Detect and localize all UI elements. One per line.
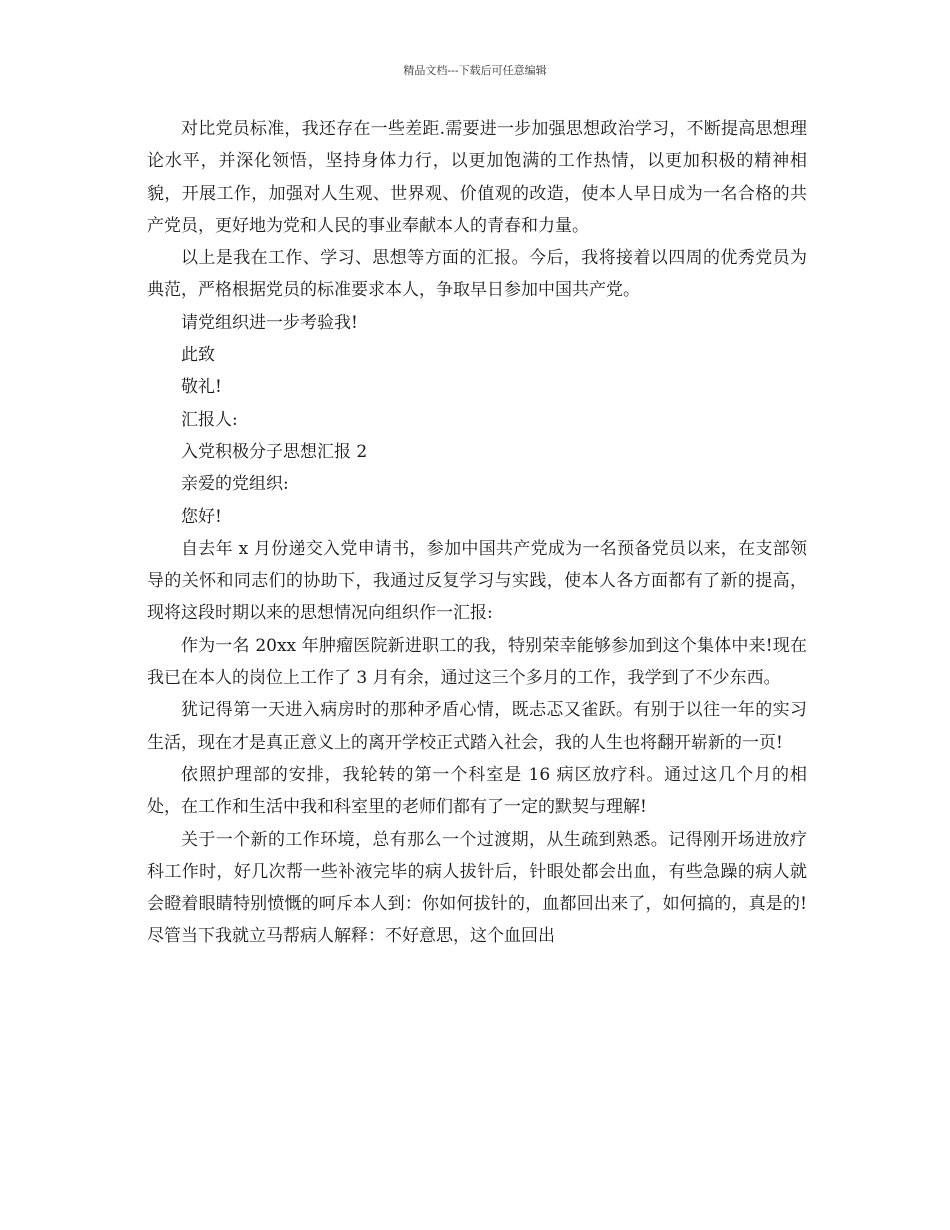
paragraph: 作为一名 20xx 年肿瘤医院新进职工的我，特别荣幸能够参加到这个集体中来!现在我已在本人的岗位上工作了 3 月有余，通过这三个多月的工作，我学到了不少东西。: [147, 635, 807, 689]
document-body: [147, 113, 807, 953]
paragraph: 自去年 x 月份递交入党申请书，参加中国共产党成为一名预备党员以来，在支部领导的关怀和同志们的协助下，我通过反复学习与实践，使本人各方面都有了新的提高，现将这段时期以来的思想情况向组织作一汇报:: [147, 538, 807, 624]
paragraph: 此致: [181, 345, 215, 366]
paragraph: 您好!: [181, 506, 222, 527]
paragraph: 汇报人:: [181, 409, 238, 430]
paragraph: 犹记得第一天进入病房时的那种矛盾心情，既忐忑又雀跃。有别于以往一年的实习生活，现在才是真正意义上的离开学校正式踏入社会，我的人生也将翻开崭新的一页!: [147, 700, 807, 753]
paragraph: 以上是我在工作、学习、思想等方面的汇报。今后，我将接着以四周的优秀党员为典范，严格根据党员的标准要求本人，争取早日参加中国共产党。: [147, 248, 807, 301]
paragraph: 关于一个新的工作环境，总有那么一个过渡期，从生疏到熟悉。记得刚开场进放疗科工作时，好几次帮一些补液完毕的病人拔针后，针眼处都会出血，有些急躁的病人就会瞪着眼睛特别愤慨的呵斥本人到：你如何拔针的，血都回出来了，如何搞的，真是的!尽管当下我就立马帮病人解释：不好意思，这个血回出: [147, 829, 807, 947]
paragraph: 依照护理部的安排，我轮转的第一个科室是 16 病区放疗科。通过这几个月的相处，在工作和生活中我和科室里的老师们都有了一定的默契与理解!: [147, 764, 807, 818]
paragraph: 对比党员标准，我还存在一些差距.需要进一步加强思想政治学习，不断提高思想理论水平，并深化领悟，坚持身体力行，以更加饱满的工作热情，以更加积极的精神相貌，开展工作，加强对人生观、世界观、价值观的改造，使本人早日成为一名合格的共产党员，更好地为党和人民的事业奉献本人的青春和力量。: [147, 119, 807, 236]
paragraph: 请党组织进一步考验我!: [181, 312, 358, 333]
section-title: 入党积极分子思想汇报 2: [181, 441, 368, 462]
paragraph: 亲爱的党组织:: [181, 474, 289, 495]
paragraph: 敬礼!: [181, 377, 222, 398]
page-header: 精品文档---下载后可任意编辑: [403, 64, 547, 77]
